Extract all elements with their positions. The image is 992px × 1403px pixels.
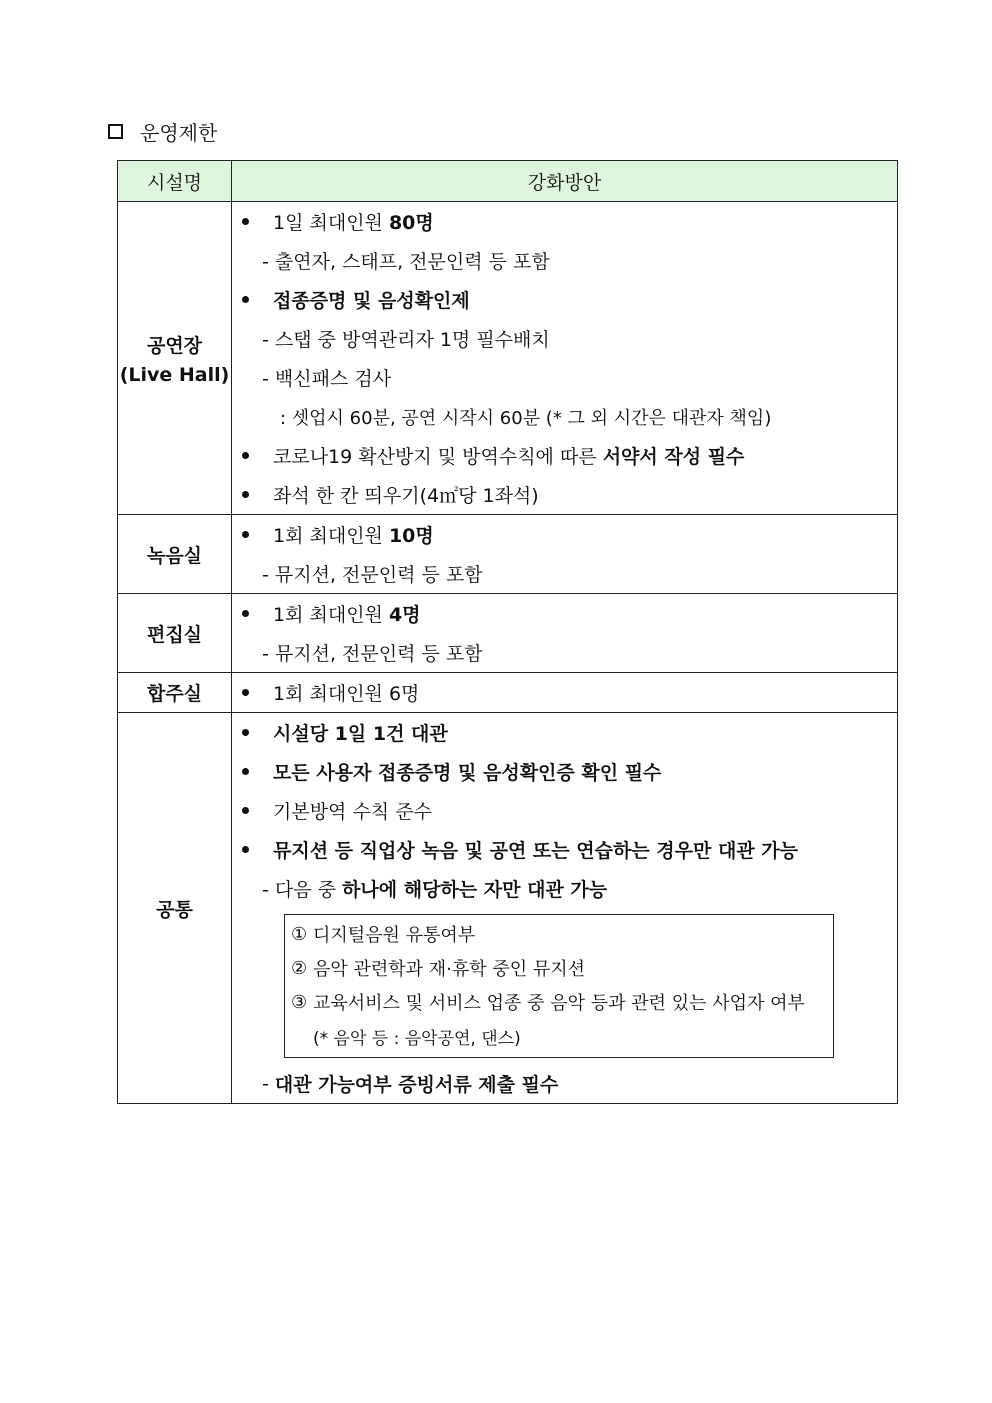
bullet-text: 기본방역 수칙 준수 [273, 801, 432, 823]
facility-cell [118, 594, 232, 673]
bullet-icon [242, 807, 249, 814]
circled-number-one: ① [291, 923, 308, 945]
measures-cell [232, 515, 898, 594]
facility-name: 합주실 [146, 683, 203, 705]
measures-cell [232, 202, 898, 515]
header-facility: 시설명 [118, 161, 232, 202]
criteria-item [285, 917, 833, 951]
operation-restrictions-table [117, 160, 898, 1104]
dash-item: - 스탭 중 방역관리자 1명 필수배치 [262, 329, 550, 351]
dash-item: - 백신패스 검사 [262, 368, 392, 390]
bullet-text-bold: 10명 [388, 525, 434, 547]
bullet-item [232, 515, 897, 554]
bullet-item [232, 752, 897, 791]
bullet-text: 코로나19 확산방지 및 방역수칙에 따른 [273, 446, 597, 468]
bullet-item [232, 475, 897, 514]
facility-cell [118, 673, 232, 713]
dash-text-bold: 대관 가능여부 증빙서류 제출 필수 [274, 1074, 559, 1096]
section-title: 운영제한 [140, 120, 218, 145]
bullet-text: 1회 최대인원 [273, 525, 383, 547]
table-row-common [118, 713, 898, 1104]
table-row-editing [118, 594, 898, 673]
bullet-item [232, 280, 897, 319]
criteria-text: 음악 관련학과 재·휴학 중인 뮤지션 [313, 959, 586, 980]
bullet-item [232, 713, 897, 752]
bullet-text-bold: 서약서 작성 필수 [602, 446, 745, 468]
dash-item [232, 869, 897, 908]
measures-cell [232, 673, 898, 713]
bullet-icon [242, 846, 249, 853]
facility-cell [118, 713, 232, 1104]
dash-item: - 뮤지션, 전문인력 등 포함 [262, 564, 483, 586]
bullet-icon [242, 452, 249, 459]
bullet-text: 1회 최대인원 6명 [273, 683, 420, 705]
bullet-text: 1일 최대인원 [273, 212, 383, 234]
bullet-icon [242, 531, 249, 538]
bullet-text-bold: 모든 사용자 접종증명 및 음성확인증 확인 필수 [273, 762, 662, 784]
eligibility-criteria-box [284, 914, 834, 1058]
bullet-icon [242, 729, 249, 736]
facility-cell [118, 202, 232, 515]
bullet-text: 좌석 한 칸 띄우기(4㎡당 1좌석) [273, 485, 539, 507]
section-heading [108, 116, 217, 146]
bullet-icon [242, 689, 249, 696]
facility-name: 공통 [156, 898, 193, 921]
measures-cell [232, 594, 898, 673]
bullet-icon [242, 218, 249, 225]
facility-name-sub: (Live Hall) [119, 363, 230, 386]
criteria-text: 교육서비스 및 서비스 업종 중 음악 등과 관련 있는 사업자 여부 [313, 993, 805, 1014]
measures-cell [232, 713, 898, 1104]
table-row-recording [118, 515, 898, 594]
dash-text-bold: 하나에 해당하는 자만 대관 가능 [342, 879, 608, 901]
bullet-item [232, 202, 897, 241]
bullet-item [232, 436, 897, 475]
bullet-icon [242, 610, 249, 617]
bullet-text-bold: 뮤지션 등 직업상 녹음 및 공연 또는 연습하는 경우만 대관 가능 [273, 840, 798, 862]
bullet-text-bold: 4명 [388, 604, 421, 626]
facility-cell [118, 515, 232, 594]
dash-item [232, 1064, 897, 1103]
facility-name: 공연장 [146, 334, 203, 357]
dash-item: - 뮤지션, 전문인력 등 포함 [262, 643, 483, 665]
criteria-note: (* 음악 등 : 음악공연, 댄스) [313, 1028, 521, 1049]
bullet-item [232, 594, 897, 633]
dash-text: - 다음 중 [262, 879, 336, 901]
header-measures: 강화방안 [232, 161, 898, 202]
circled-number-three: ③ [291, 991, 308, 1013]
table-row-live-hall [118, 202, 898, 515]
bullet-text: 1회 최대인원 [273, 604, 383, 626]
bullet-text-bold: 접종증명 및 음성확인제 [273, 290, 470, 312]
bullet-icon [242, 491, 249, 498]
bullet-icon [242, 768, 249, 775]
criteria-item [285, 951, 833, 985]
facility-name: 편집실 [146, 623, 203, 646]
facility-name: 녹음실 [146, 544, 203, 567]
circled-number-two: ② [291, 957, 308, 979]
bullet-item [232, 673, 897, 712]
bullet-text-bold: 시설당 1일 1건 대관 [273, 723, 448, 745]
table-row-ensemble [118, 673, 898, 713]
criteria-item [285, 985, 833, 1019]
dash-item: - 출연자, 스태프, 전문인력 등 포함 [262, 251, 550, 273]
criteria-text: 디지털음원 유통여부 [313, 925, 476, 946]
checkbox-square-icon [108, 124, 123, 139]
bullet-icon [242, 296, 249, 303]
dash-text: - [262, 1072, 269, 1095]
bullet-item [232, 830, 897, 869]
table-header-row [118, 161, 898, 202]
bullet-item [232, 791, 897, 830]
bullet-text-bold: 80명 [388, 212, 434, 234]
colon-item: : 셋업시 60분, 공연 시작시 60분 (* 그 외 시간은 대관자 책임) [280, 407, 772, 429]
